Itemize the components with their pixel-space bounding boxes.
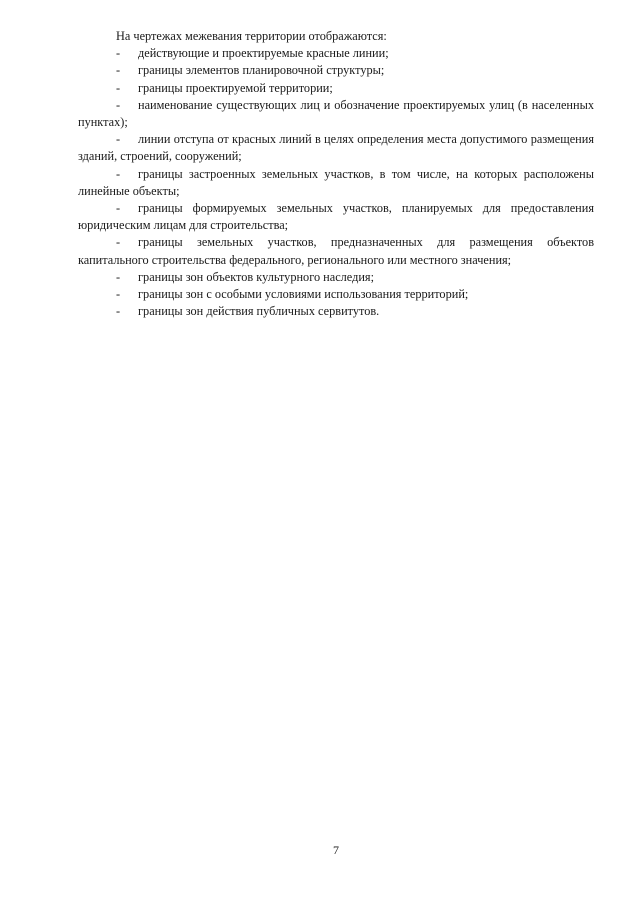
list-item [78,269,594,286]
list-item [78,303,594,320]
bullet-dash: - [116,166,121,181]
bullet-dash: - [116,287,121,302]
list-item-text: линии отступа от красных линий в целях определения места допустимого размещения зданий, строений, сооружений; [78,132,594,164]
list-item-text: границы формируемых земельных участков, планируемых для предоставления юридическим лицам для строительства; [78,201,594,233]
list-item [78,166,594,200]
list-item-text: границы зон действия публичных сервитутов. [138,304,380,319]
list-item [78,97,594,131]
list-item-text: границы зон с особыми условиями использования территорий; [138,287,469,302]
page-number: 7 [333,843,339,857]
intro-paragraph: На чертежах межевания территории отображаются: [116,29,387,43]
list-item [78,80,594,97]
bullet-dash: - [116,63,121,78]
list-item-text: границы элементов планировочной структуры; [138,63,385,78]
list-item-text: действующие и проектируемые красные линии; [138,46,389,61]
list-item-text: границы проектируемой территории; [138,80,333,95]
bullet-dash: - [116,132,121,147]
bullet-dash: - [116,269,121,284]
document-body [78,28,594,320]
bullet-dash: - [116,235,121,250]
list-item [78,131,594,165]
list-item [78,286,594,303]
list-item-text: границы зон объектов культурного наследия; [138,269,375,284]
list-item [78,45,594,62]
bullet-dash: - [116,201,121,216]
list-item-text: границы застроенных земельных участков, в том числе, на которых расположены линейные объекты; [78,166,594,198]
bullet-dash: - [116,80,121,95]
list-item-text: границы земельных участков, предназначенных для размещения объектов капитального строительства федерального, регионального или местного значения; [78,235,594,267]
list-item-text: наименование существующих лиц и обозначение проектируемых улиц (в населенных пунктах); [78,97,594,130]
bullet-dash: - [116,46,121,61]
bullet-dash: - [116,304,121,319]
bullet-dash: - [116,97,121,112]
list-item [78,62,594,79]
list-item [78,234,594,268]
list-item [78,200,594,234]
